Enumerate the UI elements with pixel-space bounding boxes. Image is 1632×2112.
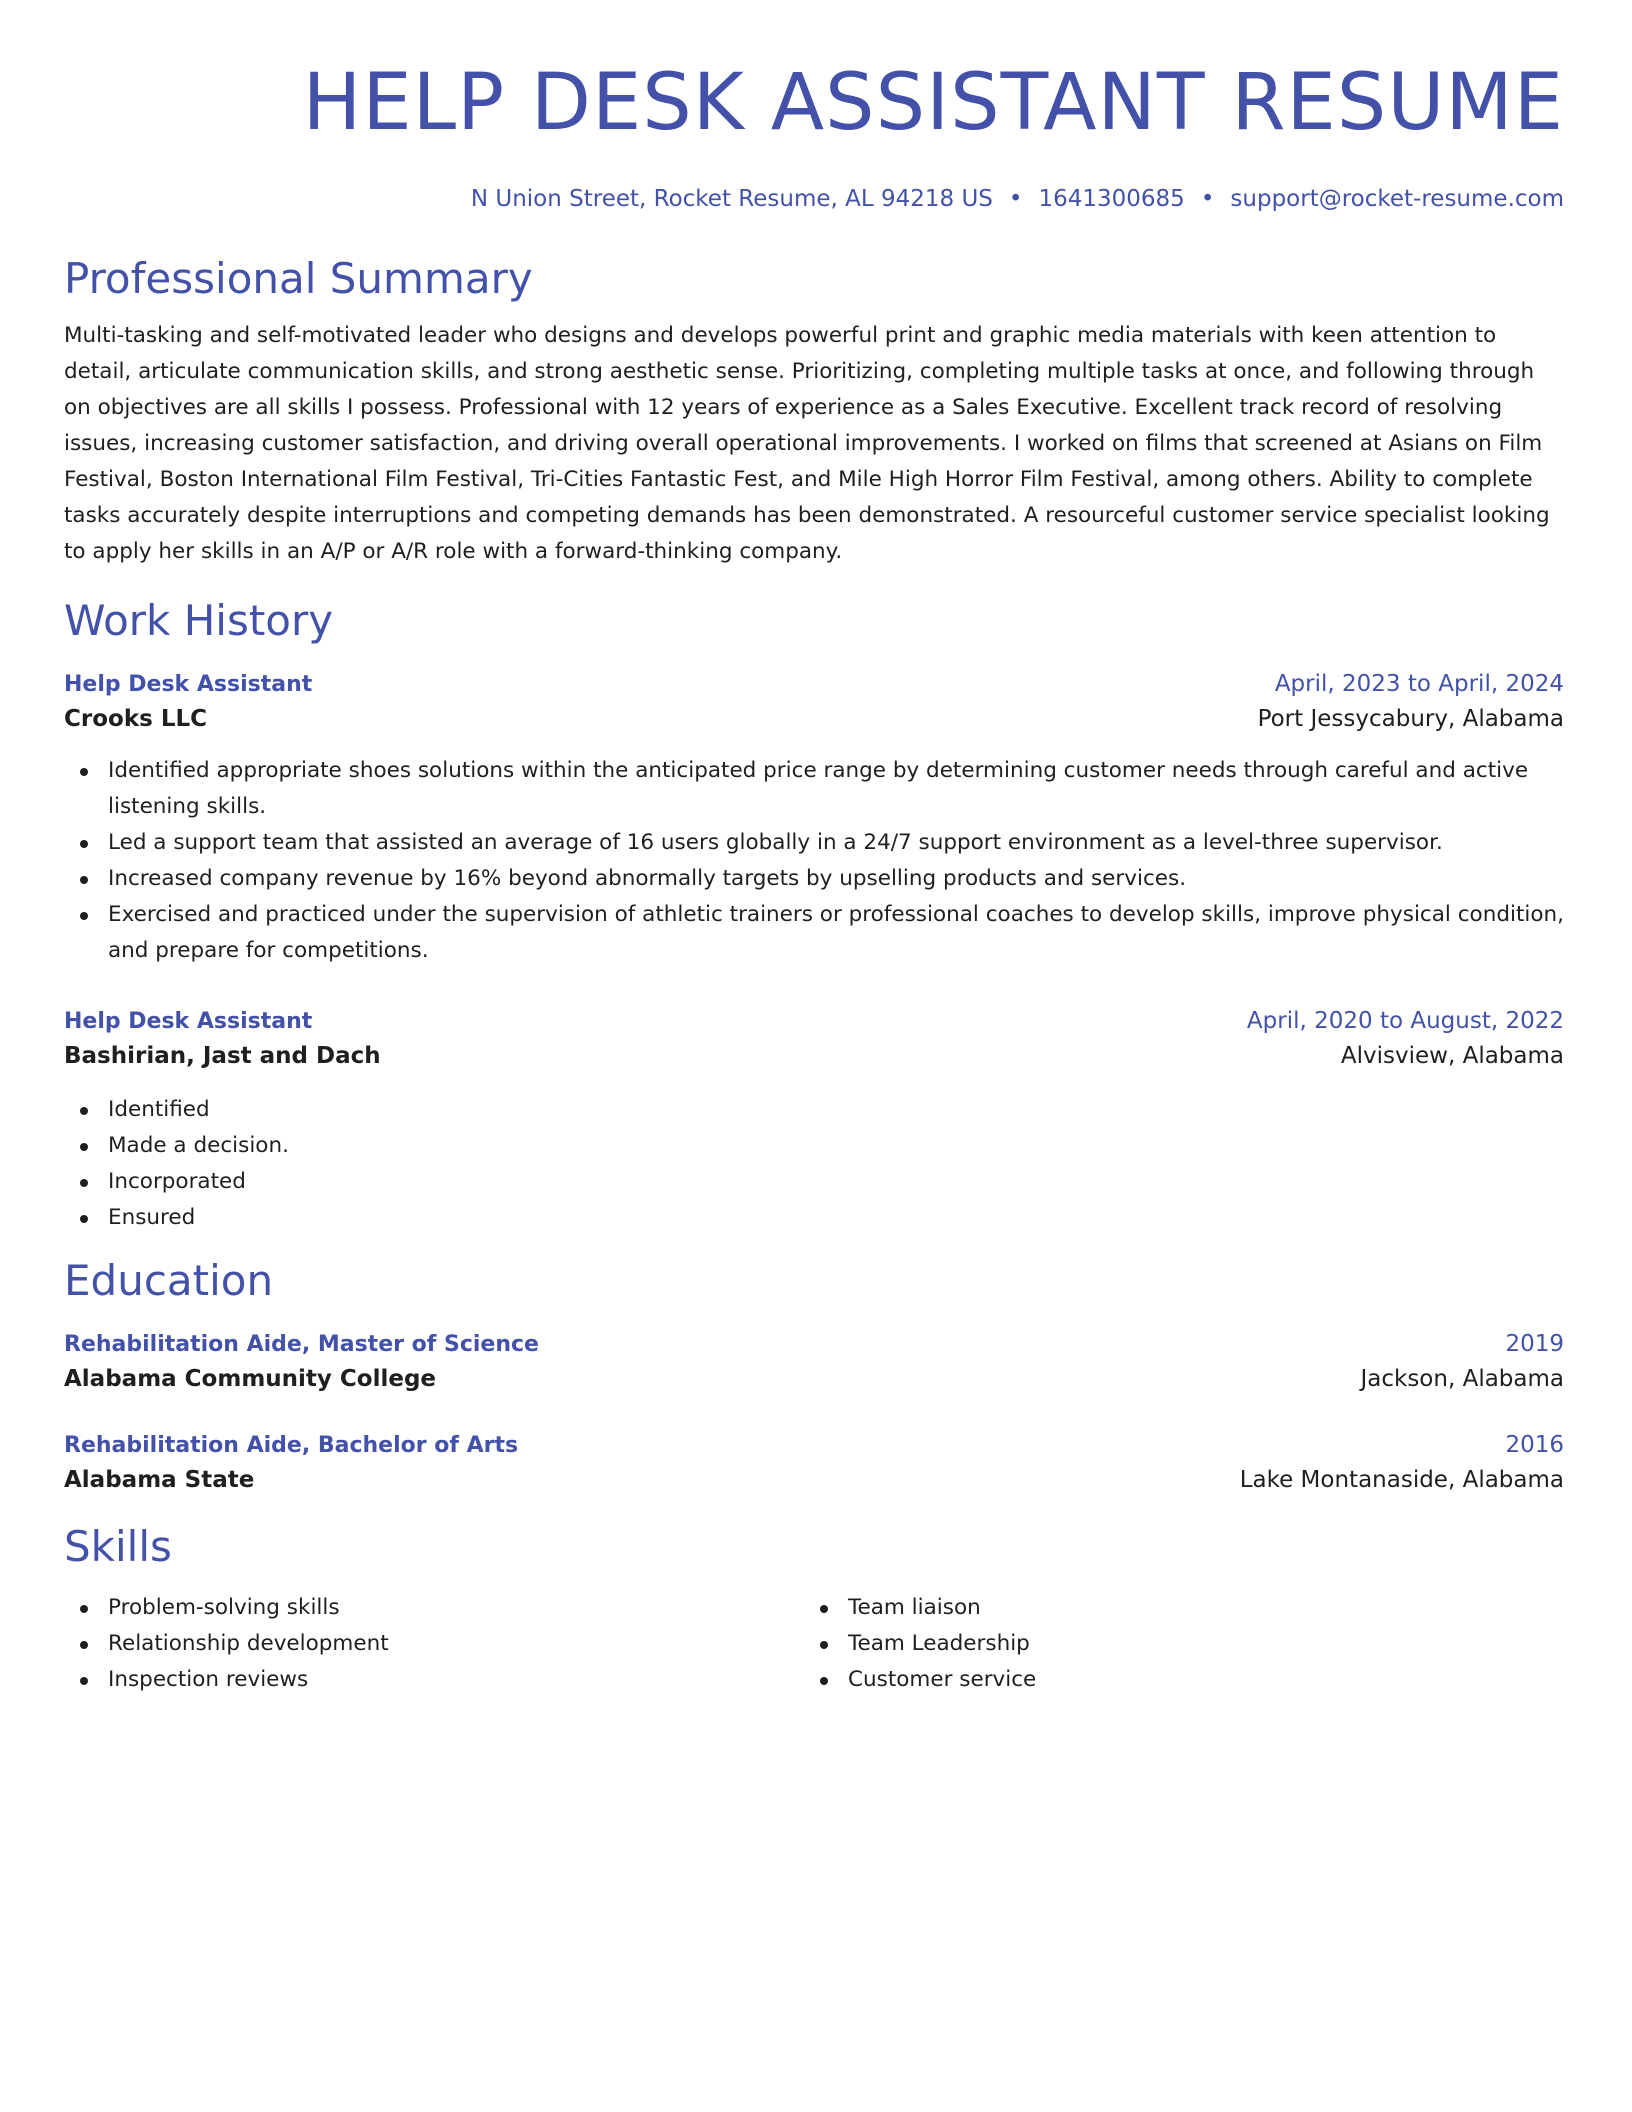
job-dates: April, 2023 to April, 2024 [1274, 671, 1564, 697]
resume-title: HELP DESK ASSISTANT RESUME [302, 58, 1564, 148]
work-history-heading: Work History [64, 596, 334, 645]
education-heading: Education [64, 1256, 274, 1305]
edu-degree: Rehabilitation Aide, Bachelor of Arts [64, 1433, 519, 1458]
skills-grid [64, 1590, 1564, 1698]
skill-item [64, 1626, 804, 1662]
bullet-dot-icon [80, 1179, 88, 1187]
job-title: Help Desk Assistant [64, 1009, 313, 1034]
contact-address: N Union Street, Rocket Resume, AL 94218 US [470, 186, 993, 212]
job-bullet-text: Led a support team that assisted an average of 16 users globally in a 24/7 support environment as a level-three supervisor. [108, 830, 1443, 855]
edu-school: Alabama Community College [64, 1366, 437, 1392]
bullet-dot-icon [80, 840, 88, 848]
job-header-row [64, 668, 1564, 701]
edu-header-row [64, 1328, 1564, 1361]
job-company: Bashirian, Jast and Dach [64, 1043, 381, 1069]
education-entry [64, 1328, 1564, 1397]
bullet-dot-icon [80, 1641, 88, 1649]
bullet-dot-icon [80, 876, 88, 884]
edu-school: Alabama State [64, 1467, 255, 1493]
job-bullet-text: Incorporated [108, 1169, 246, 1194]
bullet-dot-icon [80, 1677, 88, 1685]
job-bullet [64, 1200, 1564, 1236]
edu-school-row [64, 1361, 1564, 1397]
work-entry [64, 668, 1564, 969]
skill-text: Team Leadership [848, 1631, 1030, 1656]
job-bullet [64, 861, 1564, 897]
skills-list-right [804, 1590, 1544, 1698]
skill-text: Customer service [848, 1667, 1037, 1692]
edu-school-row [64, 1462, 1564, 1498]
edu-location: Lake Montanaside, Alabama [1239, 1467, 1564, 1493]
bullet-dot-icon [820, 1641, 828, 1649]
job-bullet [64, 897, 1564, 969]
skill-item [804, 1590, 1544, 1626]
job-location: Port Jessycabury, Alabama [1257, 706, 1564, 732]
bullet-dot-icon [80, 1215, 88, 1223]
edu-degree: Rehabilitation Aide, Master of Science [64, 1332, 539, 1357]
skill-text: Relationship development [108, 1631, 389, 1656]
skill-text: Problem-solving skills [108, 1595, 340, 1620]
edu-header-row [64, 1429, 1564, 1462]
edu-year: 2016 [1505, 1432, 1564, 1458]
skill-text: Team liaison [848, 1595, 981, 1620]
job-bullet-text: Exercised and practiced under the supervision of athletic trainers or professional coaches to develop skills, improve physical condition, and prepare for competitions. [108, 902, 1564, 963]
resume-page [64, 0, 1564, 1698]
contact-separator: • [1008, 186, 1023, 212]
skill-item [64, 1662, 804, 1698]
job-bullet [64, 1092, 1564, 1128]
job-location: Alvisview, Alabama [1340, 1043, 1564, 1069]
job-bullet [64, 753, 1564, 825]
job-bullet-list [64, 753, 1564, 969]
bullet-dot-icon [80, 1143, 88, 1151]
contact-phone: 1641300685 [1038, 186, 1185, 212]
skill-text: Inspection reviews [108, 1667, 309, 1692]
bullet-dot-icon [80, 912, 88, 920]
bullet-dot-icon [80, 1107, 88, 1115]
skill-item [804, 1662, 1544, 1698]
contact-line [64, 184, 1564, 214]
skill-item [64, 1590, 804, 1626]
bullet-dot-icon [820, 1605, 828, 1613]
job-bullet [64, 1164, 1564, 1200]
bullet-dot-icon [80, 768, 88, 776]
edu-year: 2019 [1505, 1331, 1564, 1357]
professional-summary-heading: Professional Summary [64, 254, 533, 303]
job-bullet-text: Increased company revenue by 16% beyond abnormally targets by upselling products and services. [108, 866, 1187, 891]
job-company-row [64, 1038, 1564, 1074]
skill-item [804, 1626, 1544, 1662]
job-company: Crooks LLC [64, 706, 208, 732]
job-title: Help Desk Assistant [64, 672, 313, 697]
job-bullet [64, 825, 1564, 861]
education-entry [64, 1429, 1564, 1498]
job-bullet-text: Identified appropriate shoes solutions within the anticipated price range by determining customer needs through careful and active listening skills. [108, 758, 1529, 819]
job-bullet-text: Ensured [108, 1205, 196, 1230]
work-entry [64, 1005, 1564, 1236]
job-dates: April, 2020 to August, 2022 [1246, 1008, 1564, 1034]
contact-separator: • [1200, 186, 1215, 212]
skills-list-left [64, 1590, 804, 1698]
professional-summary-text: Multi-tasking and self-motivated leader who designs and develops powerful print and graphic media materials with keen attention to detail, articulate communication skills, and strong aesthetic sense. Prioritizing, completing multiple tasks at once, and following through on objectives are all skills I possess. Professional with 12 years of experience as a Sales Executive. Excellent track record of resolving issues, increasing customer satisfaction, and driving overall operational improvements. I worked on films that screened at Asians on Film Festival, Boston International Film Festival, Tri-Cities Fantastic Fest, and Mile High Horror Film Festival, among others. Ability to complete tasks accurately despite interruptions and competing demands has been demonstrated. A resourceful customer service specialist looking to apply her skills in an A/P or A/R role with a forward-thinking company. [64, 323, 1550, 564]
job-bullet-text: Made a decision. [108, 1133, 289, 1158]
contact-email[interactable]: support@rocket-resume.com [1230, 186, 1564, 212]
edu-location: Jackson, Alabama [1360, 1366, 1564, 1392]
job-bullet-text: Identified [108, 1097, 210, 1122]
skills-heading: Skills [64, 1522, 172, 1571]
bullet-dot-icon [820, 1677, 828, 1685]
job-company-row [64, 701, 1564, 737]
job-header-row [64, 1005, 1564, 1038]
bullet-dot-icon [80, 1605, 88, 1613]
job-bullet-list [64, 1092, 1564, 1236]
job-bullet [64, 1128, 1564, 1164]
